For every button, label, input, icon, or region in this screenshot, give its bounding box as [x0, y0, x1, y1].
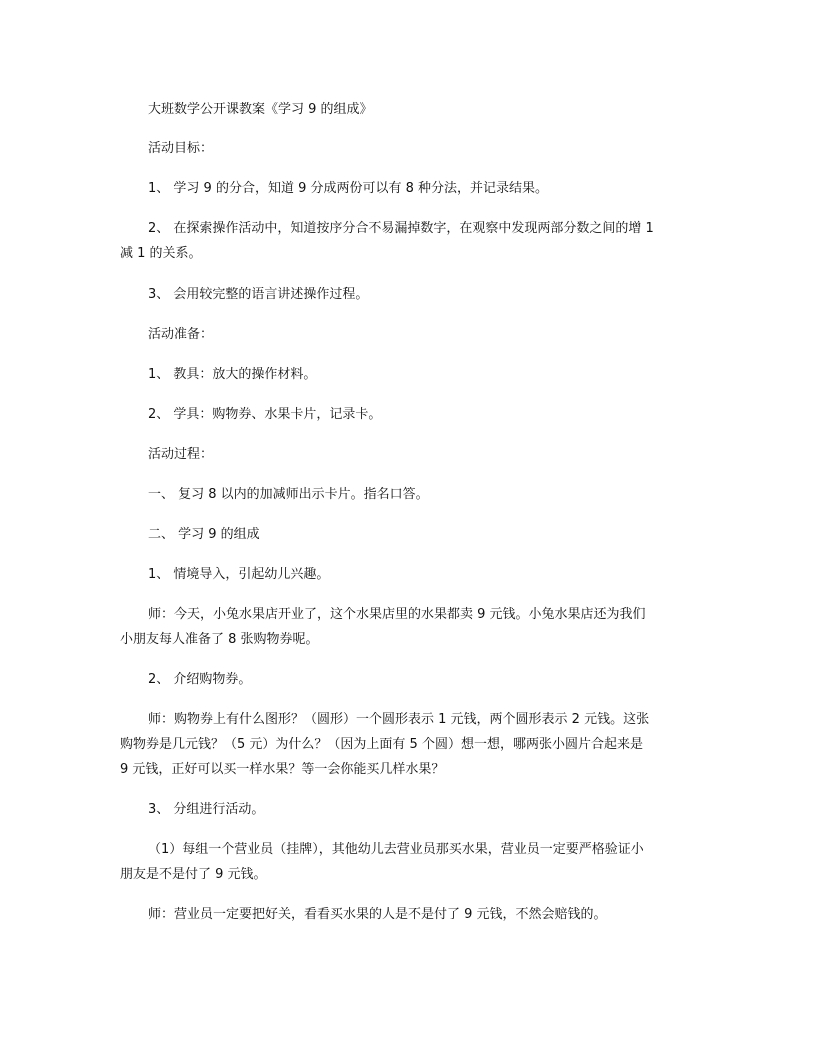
- paragraph: 师：营业员一定要把好关，看看买水果的人是不是付了 9 元钱，不然会赔钱的。: [148, 907, 607, 922]
- paragraph: 减 1 的关系。: [120, 246, 202, 261]
- paragraph: （1）每组一个营业员（挂牌），其他幼儿去营业员那买水果，营业员一定要严格验证小: [148, 842, 644, 857]
- paragraph: 1、 情境导入，引起幼儿兴趣。: [148, 567, 330, 582]
- paragraph: 2、 学具：购物券、水果卡片，记录卡。: [148, 407, 382, 422]
- paragraph: 活动过程：: [148, 447, 214, 462]
- paragraph: 师：今天，小兔水果店开业了，这个水果店里的水果都卖 9 元钱。小兔水果店还为我们: [148, 607, 646, 622]
- paragraph: 一、 复习 8 以内的加减师出示卡片。指名口答。: [148, 487, 429, 502]
- paragraph: 购物券是几元钱？（5 元）为什么？（因为上面有 5 个圆）想一想，哪两张小圆片合起来是: [120, 737, 643, 752]
- paragraph: 1、 教具：放大的操作材料。: [148, 367, 317, 382]
- paragraph: 活动准备：: [148, 327, 214, 342]
- paragraph: 朋友是不是付了 9 元钱。: [120, 867, 267, 882]
- paragraph: 2、 介绍购物券。: [148, 672, 252, 687]
- paragraph: 二、 学习 9 的组成: [148, 527, 260, 542]
- paragraph: 9 元钱，正好可以买一样水果？等一会你能买几样水果？: [120, 762, 445, 777]
- document-title: 大班数学公开课教案《学习 9 的组成》: [148, 102, 373, 117]
- paragraph: 师：购物券上有什么图形？（圆形）一个圆形表示 1 元钱，两个圆形表示 2 元钱。这张: [148, 712, 650, 727]
- paragraph: 3、 分组进行活动。: [148, 802, 265, 817]
- paragraph: 3、 会用较完整的语言讲述操作过程。: [148, 287, 369, 302]
- paragraph: 小朋友每人准备了 8 张购物券呢。: [120, 632, 319, 647]
- paragraph: 活动目标：: [148, 141, 214, 156]
- paragraph: 2、 在探索操作活动中，知道按序分合不易漏掉数字，在观察中发现两部分数之间的增 1: [148, 221, 654, 236]
- paragraph: 1、 学习 9 的分合，知道 9 分成两份可以有 8 种分法，并记录结果。: [148, 181, 549, 196]
